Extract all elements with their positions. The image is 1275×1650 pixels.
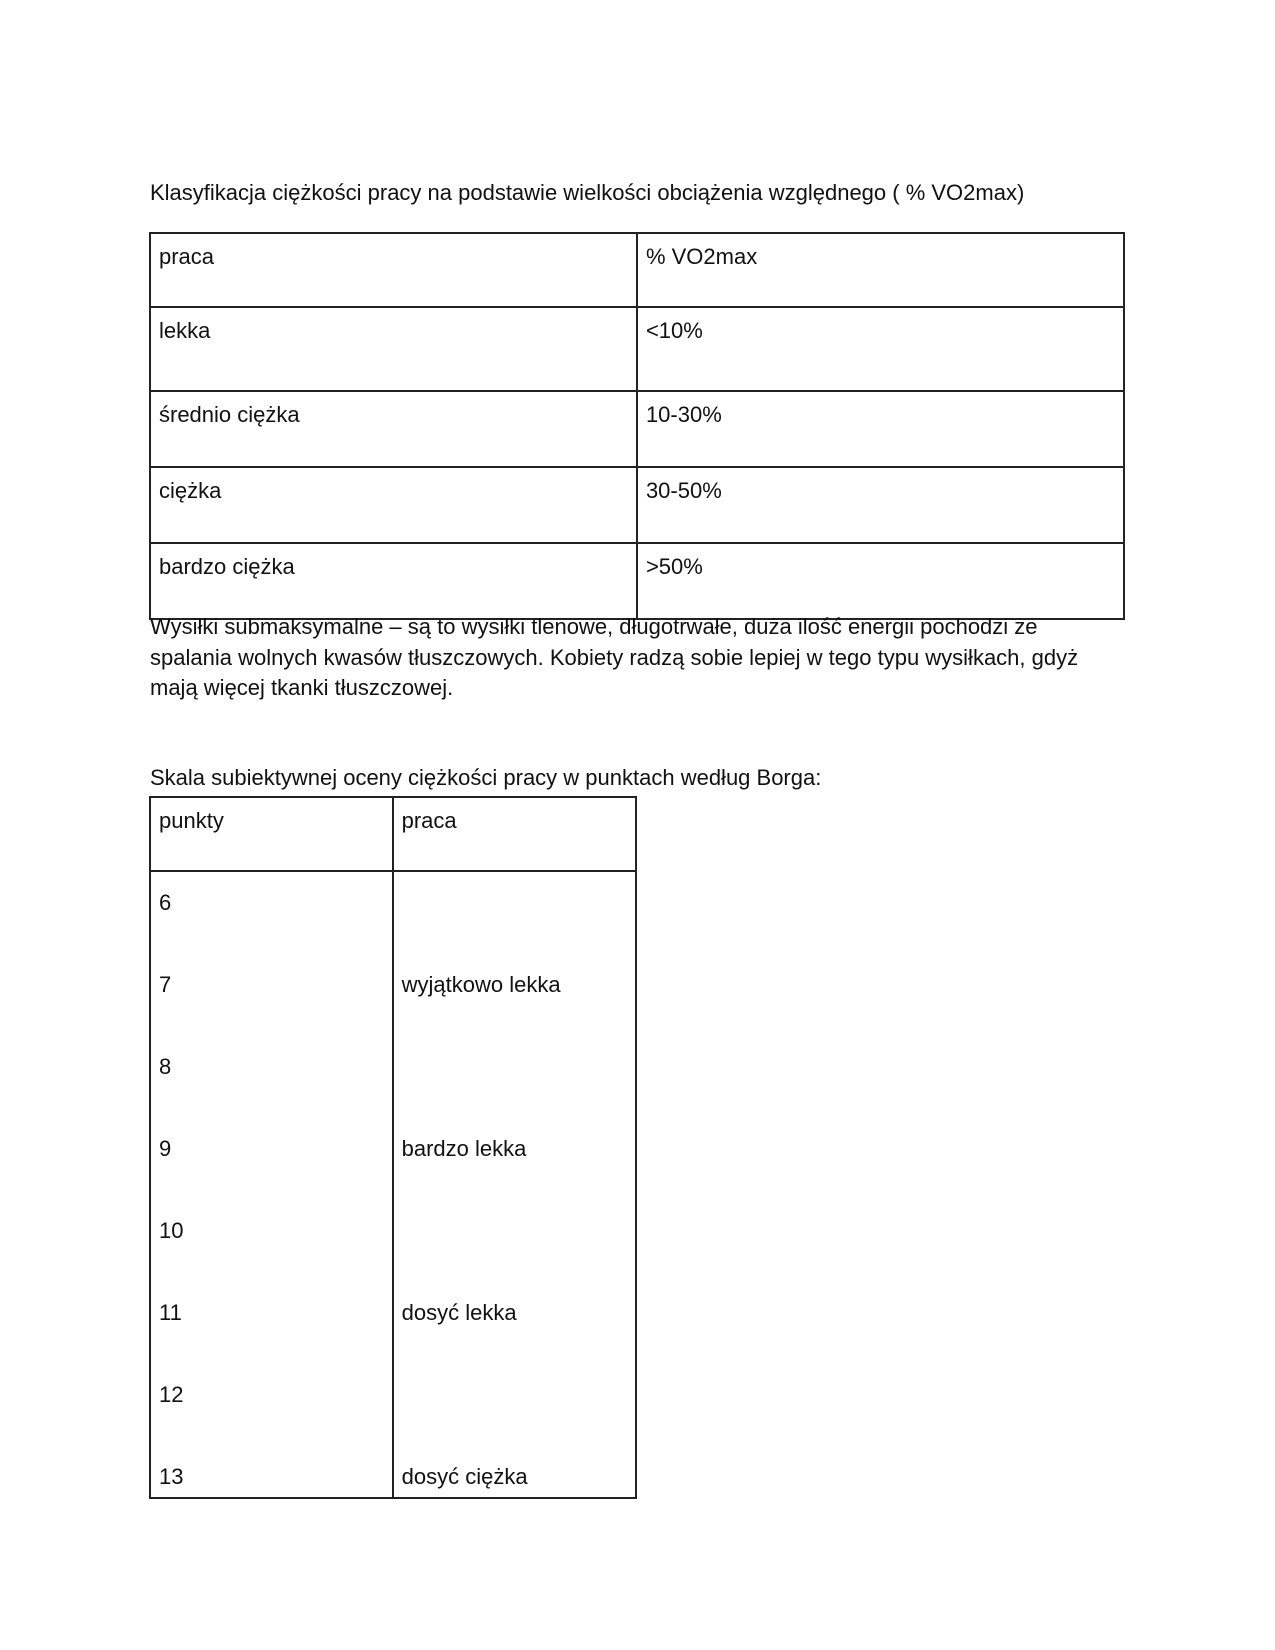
borg-scale-table	[149, 796, 637, 1499]
points-value: 12	[159, 1382, 184, 1407]
work-label: dosyć lekka	[401, 1300, 517, 1325]
points-column	[150, 871, 393, 1498]
work-label: dosyć ciężka	[401, 1464, 528, 1489]
borg-scale-heading: Skala subiektywnej oceny ciężkości pracy w punktach według Borga:	[150, 765, 822, 790]
points-value: 7	[159, 972, 172, 997]
table-header-row	[150, 797, 636, 871]
work-cell: lekka	[150, 307, 637, 391]
work-label-column	[393, 871, 636, 1498]
work-label	[394, 1364, 635, 1446]
points-value: 11	[159, 1300, 182, 1325]
work-label: bardzo lekka	[401, 1136, 527, 1161]
work-cell: średnio ciężka	[150, 391, 637, 467]
work-cell: bardzo ciężka	[150, 543, 637, 619]
vo2max-cell: >50%	[637, 543, 1124, 619]
vo2max-classification-table	[149, 232, 1125, 620]
header-cell-vo2max: % VO2max	[637, 233, 1124, 307]
work-cell: ciężka	[150, 467, 637, 543]
vo2max-cell: 10-30%	[637, 391, 1124, 467]
vo2max-table-heading: Klasyfikacja ciężkości pracy na podstawie wielkości obciążenia względnego ( % VO2max)	[150, 180, 1025, 205]
points-value: 10	[159, 1218, 184, 1243]
header-cell-work: praca	[393, 797, 636, 871]
table-row	[150, 871, 636, 1498]
points-value: 13	[159, 1464, 184, 1489]
points-value: 6	[159, 890, 172, 915]
table-row	[150, 467, 1124, 543]
table-row	[150, 543, 1124, 619]
submaximal-effort-paragraph: Wysiłki submaksymalne – są to wysiłki tlenowe, długotrwałe, duża ilość energii pochodzi ze spalania wolnych kwasów tłuszczowych. Kobiety radzą sobie lepiej w tego typu wysiłkach, gdyż mają więcej tkanki tłuszczowej.	[150, 614, 1079, 700]
vo2max-cell: <10%	[637, 307, 1124, 391]
table-row	[150, 307, 1124, 391]
work-label: wyjątkowo lekka	[401, 972, 561, 997]
points-value: 8	[159, 1054, 172, 1079]
header-cell-points: punkty	[150, 797, 393, 871]
work-label	[394, 1036, 635, 1118]
header-cell-work: praca	[150, 233, 637, 307]
points-value: 9	[159, 1136, 172, 1161]
vo2max-cell: 30-50%	[637, 467, 1124, 543]
table-header-row	[150, 233, 1124, 307]
work-label	[394, 1200, 635, 1282]
work-label	[394, 872, 635, 954]
table-row	[150, 391, 1124, 467]
